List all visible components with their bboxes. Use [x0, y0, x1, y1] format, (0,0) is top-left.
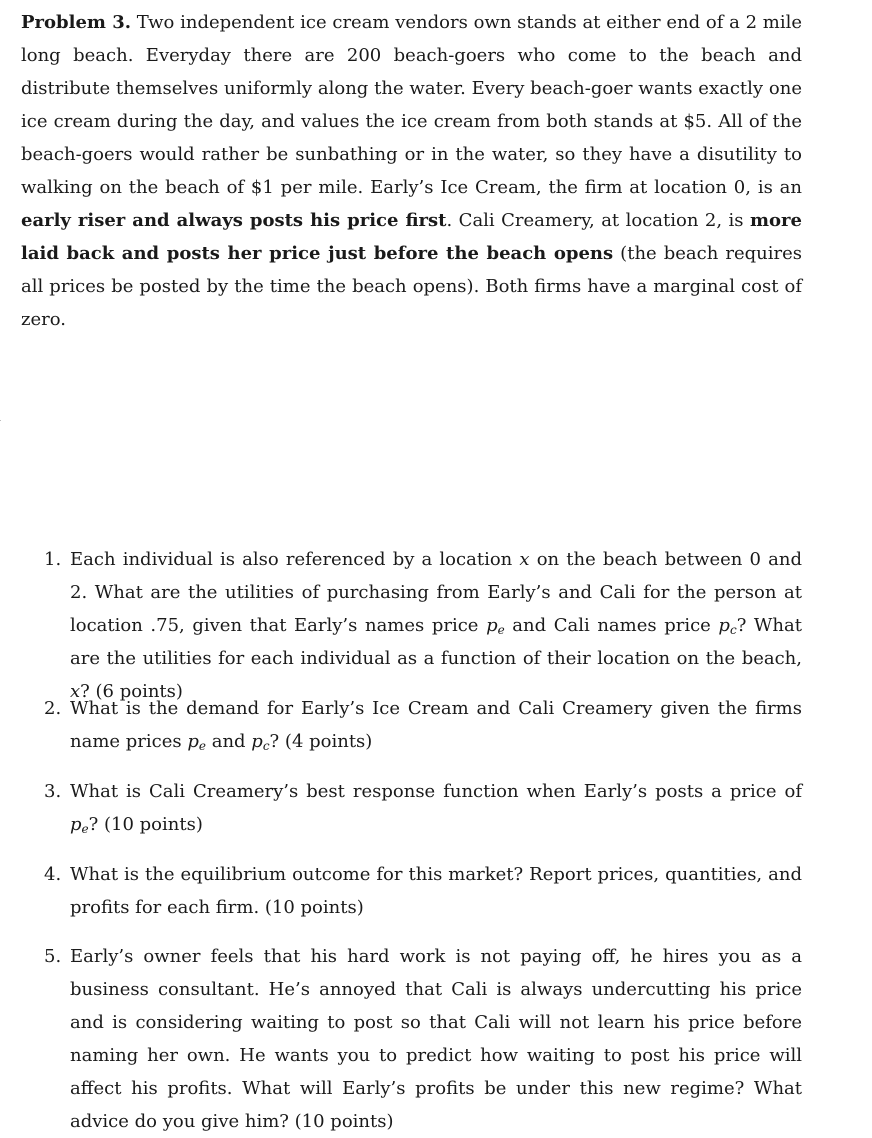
- margin-mark: [0, 420, 1, 421]
- question-number: 4.: [44, 864, 62, 885]
- question-2: [44, 692, 802, 758]
- question-text: Early’s owner feels that his hard work is not paying off, he hires you as a business consultant. He’s annoyed that Cali is always undercutting his price and is considering waiting to post so that Cali will not learn his price before naming her own. He wants you to predict how waiting to post his price will affect his profits. What will Early’s profits be under this new regime? What advice do you give him? (10 points): [70, 946, 802, 1132]
- emphasis-early-riser: early riser and always posts his price first: [21, 210, 447, 231]
- question-text: Each individual is also referenced by a location x on the beach between 0 and 2. What are the utilities of purchasing from Early’s and Cali for the person at location .75, given that Early’s names price $p_e$ and Cali names price $p_c$? What are the utilities for each individual as a function of their location on the beach, x? (6 points): [70, 549, 802, 702]
- question-text: What is Cali Creamery’s best response function when Early’s posts a price of $p_e$? (10 points): [70, 781, 802, 836]
- question-text: What is the equilibrium outcome for this market? Report prices, quantities, and profits for each firm. (10 points): [70, 864, 802, 918]
- problem-label: Problem 3.: [21, 12, 132, 33]
- question-3: [44, 775, 802, 841]
- emphasis-laid-back: more laid back and posts her price just before the beach opens: [21, 210, 802, 264]
- question-number: 1.: [44, 549, 62, 570]
- question-number: 5.: [44, 946, 62, 967]
- question-number: 2.: [44, 698, 62, 719]
- question-5: [44, 940, 802, 1138]
- problem-statement: Problem 3. Two independent ice cream vendors own stands at either end of a 2 mile long beach. Everyday there are 200 beach-goers who come to the beach and distribute themselves uniformly along the water. Every beach-goer wants exactly one ice cream during the day, and values the ice cream from both stands at $5. All of the beach-goers would rather be sunbathing or in the water, so they have a disutility to walking on the beach of $1 per mile. Early’s Ice Cream, the firm at location 0, is an early riser and always posts his price first. Cali Creamery, at location 2, is more laid back and posts her price just before the beach opens (the beach requires all prices be posted by the time the beach opens). Both firms have a marginal cost of zero.: [21, 12, 803, 330]
- question-number: 3.: [44, 781, 62, 802]
- question-text: What is the demand for Early’s Ice Cream and Cali Creamery given the firms name prices $p_e$ and $p_c$? (4 points): [70, 698, 802, 753]
- question-1: [44, 543, 802, 708]
- question-4: [44, 858, 802, 924]
